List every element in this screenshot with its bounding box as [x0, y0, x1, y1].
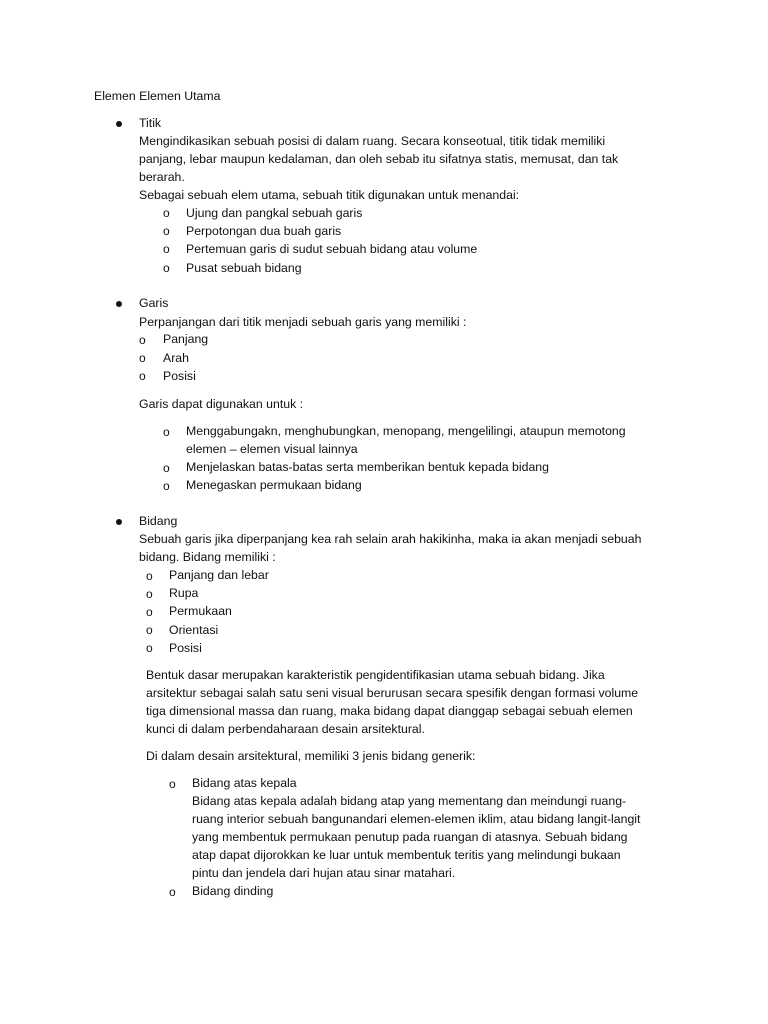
titik-intro: Sebagai sebuah elem utama, sebuah titik digunakan untuk menandai:: [139, 188, 520, 202]
bidang-prop-item: Posisi: [169, 641, 202, 655]
sub-bullet-marker: o: [169, 885, 176, 899]
titik-list-item: Perpotongan dua buah garis: [186, 224, 342, 238]
titik-desc-line: panjang, lebar maupun kedalaman, dan oleh sebab itu sifatnya statis, memusat, dan tak: [139, 152, 619, 166]
sub-bullet-marker: o: [169, 777, 176, 791]
sub-bullet-marker: o: [146, 605, 153, 619]
section-title-garis: Garis: [139, 296, 169, 310]
bidang-type-desc-line: atap dapat dijorokkan ke luar untuk membentuk teritis yang melindungi bukaan: [192, 848, 621, 862]
bidang-para2: Di dalam desain arsitektural, memiliki 3 jenis bidang generik:: [146, 749, 476, 763]
bidang-type-desc-line: Bidang atas kepala adalah bidang atap yang mementang dan meindungi ruang-: [192, 794, 627, 808]
sub-bullet-marker: o: [163, 261, 170, 275]
bidang-para1-line: kunci di dalam perbendaharaan desain arsitektural.: [146, 722, 425, 736]
bidang-para1-line: Bentuk dasar merupakan karakteristik pengidentifikasian utama sebuah bidang. Jika: [146, 668, 605, 682]
sub-bullet-marker: o: [146, 569, 153, 583]
garis-use-item: Menegaskan permukaan bidang: [186, 478, 362, 492]
bullet-marker: [116, 301, 122, 307]
bidang-desc-line: Sebuah garis jika diperpanjang kea rah selain arah hakikinha, maka ia akan menjadi sebuah: [139, 532, 642, 546]
sub-bullet-marker: o: [139, 333, 146, 347]
sub-bullet-marker: o: [139, 369, 146, 383]
bidang-type-desc-line: ruang interior sebuah bangunandari elemen-elemen iklim, atau bidang langit-langit: [192, 812, 641, 826]
garis-prop-item: Arah: [163, 351, 189, 365]
sub-bullet-marker: o: [163, 425, 170, 439]
titik-list-item: Ujung dan pangkal sebuah garis: [186, 206, 363, 220]
titik-list-item: Pertemuan garis di sudut sebuah bidang atau volume: [186, 242, 478, 256]
sub-bullet-marker: o: [146, 623, 153, 637]
titik-list-item: Pusat sebuah bidang: [186, 261, 302, 275]
garis-use-item: Menjelaskan batas-batas serta memberikan bentuk kepada bidang: [186, 460, 549, 474]
sub-bullet-marker: o: [163, 224, 170, 238]
garis-use-item-continued: elemen – elemen visual lainnya: [186, 442, 358, 456]
sub-bullet-marker: o: [146, 641, 153, 655]
section-title-titik: Titik: [139, 116, 162, 130]
bidang-prop-item: Permukaan: [169, 604, 232, 618]
sub-bullet-marker: o: [163, 242, 170, 256]
bidang-prop-item: Orientasi: [169, 623, 219, 637]
sub-bullet-marker: o: [163, 461, 170, 475]
bullet-marker: [116, 519, 122, 525]
sub-bullet-marker: o: [163, 206, 170, 220]
section-title-bidang: Bidang: [139, 514, 178, 528]
bidang-para1-line: arsitektur sebagai salah satu seni visual berurusan secara spesifik dengan formasi volume: [146, 686, 639, 700]
bidang-type-desc-line: yang membentuk permukaan penutup pada ruangan di atasnya. Sebuah bidang: [192, 830, 628, 844]
sub-bullet-marker: o: [139, 351, 146, 365]
bidang-type-name: Bidang dinding: [192, 884, 274, 898]
garis-prop-item: Posisi: [163, 369, 196, 383]
sub-bullet-marker: o: [146, 587, 153, 601]
bidang-prop-item: Rupa: [169, 586, 199, 600]
bidang-para1-line: tiga dimensional massa dan ruang, maka bidang dapat dianggap sebagai sebuah elemen: [146, 704, 633, 718]
titik-desc-line: Mengindikasikan sebuah posisi di dalam ruang. Secara konseotual, titik tidak memiliki: [139, 134, 606, 148]
garis-use-intro: Garis dapat digunakan untuk :: [139, 397, 304, 411]
bidang-type-desc-line: pintu dan jendela dari hujan atau sinar matahari.: [192, 866, 456, 880]
bullet-marker: [116, 121, 122, 127]
bidang-type-name: Bidang atas kepala: [192, 776, 297, 790]
bidang-prop-item: Panjang dan lebar: [169, 568, 269, 582]
document-heading: Elemen Elemen Utama: [94, 89, 221, 103]
sub-bullet-marker: o: [163, 479, 170, 493]
bidang-desc-line: bidang. Bidang memiliki :: [139, 550, 276, 564]
garis-use-item: Menggabungakn, menghubungkan, menopang, mengelilingi, ataupun memotong: [186, 424, 626, 438]
garis-prop-item: Panjang: [163, 332, 209, 346]
titik-desc-line: berarah.: [139, 170, 185, 184]
garis-desc: Perpanjangan dari titik menjadi sebuah garis yang memiliki :: [139, 315, 467, 329]
